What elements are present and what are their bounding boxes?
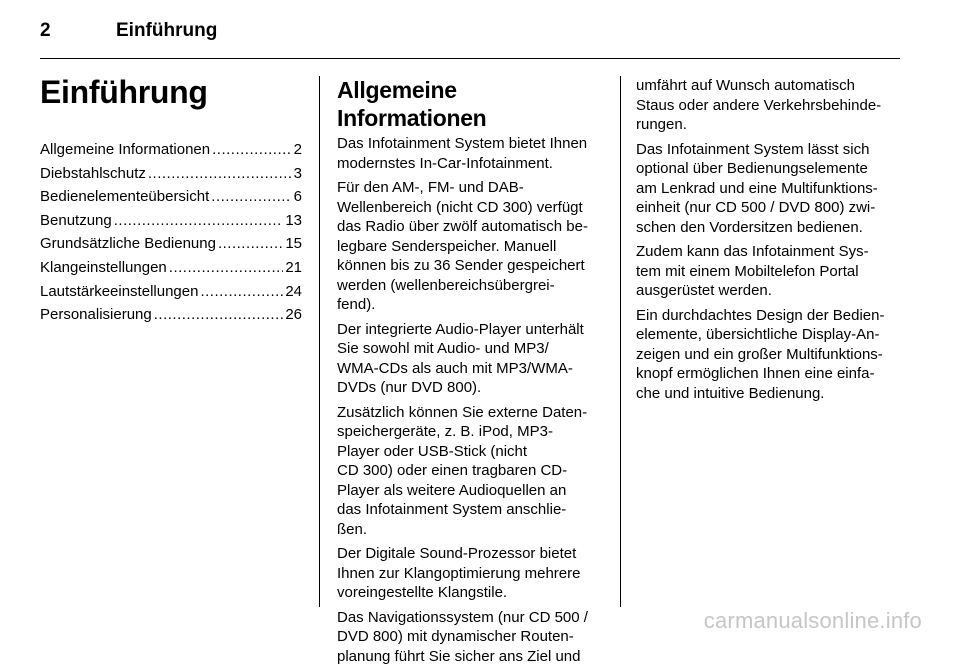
text-line: Das Navigationssystem (nur CD 500 / — [337, 608, 588, 626]
paragraph — [337, 320, 605, 398]
text-line: CD 300) oder einen tragbaren CD- — [337, 462, 568, 479]
toc-leader-dots — [148, 162, 292, 186]
text-line: umfährt auf Wunsch automatisch — [636, 77, 855, 94]
toc-entry-label: Grundsätzliche Bedienung — [40, 235, 216, 253]
text-line: Der integrierte Audio-Player unterhält — [337, 320, 584, 338]
text-line: Sie sowohl mit Audio- und MP3/ — [337, 340, 549, 357]
text-line: DVDs (nur DVD 800). — [337, 379, 482, 396]
toc-entry-page: 13 — [285, 211, 302, 229]
toc-entry-page: 2 — [293, 141, 302, 158]
header-section-title: Einführung — [116, 20, 218, 41]
toc-entry-label: Diebstahlschutz — [40, 164, 146, 182]
toc-entry-page: 21 — [285, 258, 302, 276]
toc-entry[interactable] — [40, 256, 302, 280]
paragraph — [337, 403, 605, 540]
text-line: Staus oder andere Verkehrsbehinde- — [636, 96, 882, 114]
column-3-body — [636, 76, 904, 403]
text-line: planung führt Sie sicher ans Ziel und — [337, 647, 581, 665]
toc-entry-label: Lautstärkeeinstellungen — [40, 282, 199, 300]
toc-entry[interactable] — [40, 280, 302, 304]
paragraph — [636, 76, 904, 135]
toc-entry-page: 3 — [293, 164, 302, 182]
toc-entry-page: 15 — [285, 235, 302, 253]
text-line: das Infotainment System anschlie- — [337, 501, 567, 518]
paragraph — [337, 544, 605, 603]
toc-entry-page: 24 — [285, 282, 302, 300]
header-rule — [40, 58, 900, 59]
text-line: tem mit einem Mobiltelefon Portal — [636, 262, 859, 280]
text-line: DVD 800) mit dynamischer Routen- — [337, 628, 574, 645]
text-line: ßen. — [337, 520, 368, 538]
text-line: fend). — [337, 296, 376, 313]
toc-leader-dots — [200, 280, 283, 304]
text-line: che und intuitive Bedienung. — [636, 384, 825, 402]
text-line: legbare Senderspeicher. Manuell — [337, 237, 557, 255]
toc-entry[interactable] — [40, 138, 302, 162]
text-line: Ihnen zur Klangoptimierung mehrere — [337, 564, 581, 582]
text-line: ausgerüstet werden. — [636, 282, 772, 299]
toc-leader-dots — [169, 256, 284, 280]
paragraph — [337, 178, 605, 315]
page-header — [40, 20, 900, 48]
column-divider-2 — [620, 76, 621, 607]
toc-entry-label: Bedienelementeübersicht — [40, 188, 210, 206]
column-2 — [337, 76, 605, 671]
text-line: Für den AM-, FM- und DAB- — [337, 179, 524, 196]
paragraph — [337, 134, 605, 173]
text-line: werden (wellenbereichsübergrei- — [337, 276, 555, 294]
toc-leader-dots — [212, 138, 292, 162]
toc-leader-dots — [114, 209, 284, 233]
toc-entry-label: Benutzung — [40, 211, 112, 229]
page-number: 2 — [40, 20, 51, 41]
toc-entry[interactable] — [40, 232, 302, 256]
text-line: Zudem kann das Infotainment Sys- — [636, 243, 869, 260]
text-line: optional über Bedienungselemente — [636, 160, 868, 177]
watermark-text: carmanualsonline.info — [703, 608, 922, 633]
text-line: am Lenkrad und eine Multifunktions- — [636, 179, 878, 197]
text-line: rungen. — [636, 116, 687, 133]
column-3 — [636, 76, 904, 408]
text-line: Ein durchdachtes Design der Bedien- — [636, 306, 885, 324]
text-line: WMA-CDs als auch mit MP3/WMA- — [337, 359, 573, 377]
paragraph — [636, 306, 904, 404]
text-line: können bis zu 36 Sender gespeichert — [337, 257, 585, 274]
toc-entry-label: Allgemeine Informationen — [40, 141, 211, 158]
section-title: Allgemeine Informationen — [337, 77, 487, 131]
column-2-body — [337, 134, 605, 666]
toc-leader-dots — [154, 303, 284, 327]
chapter-title: Einführung — [40, 74, 208, 110]
text-line: Das Infotainment System lässt sich — [636, 140, 870, 158]
toc-entry[interactable] — [40, 303, 302, 327]
toc-entry[interactable] — [40, 185, 302, 209]
text-line: Der Digitale Sound-Prozessor bietet — [337, 545, 577, 562]
table-of-contents — [40, 138, 302, 327]
text-line: Player oder USB-Stick (nicht — [337, 442, 528, 460]
toc-entry-page: 26 — [285, 306, 302, 324]
text-line: voreingestellte Klangstile. — [337, 584, 508, 601]
column-divider-1 — [319, 76, 320, 607]
text-line: das Radio über zwölf automatisch be- — [337, 218, 588, 235]
toc-entry-page: 6 — [293, 188, 302, 206]
text-line: zeigen und ein großer Multifunktions- — [636, 345, 883, 363]
toc-entry[interactable] — [40, 162, 302, 186]
text-line: elemente, übersichtliche Display-An- — [636, 326, 880, 343]
paragraph — [636, 140, 904, 238]
column-toc — [40, 72, 302, 327]
text-line: Zusätzlich können Sie externe Daten- — [337, 403, 588, 421]
toc-entry[interactable] — [40, 209, 302, 233]
toc-entry-label: Personalisierung — [40, 306, 152, 324]
text-line: modernstes In-Car-Infotainment. — [337, 154, 553, 172]
text-line: schen den Vordersitzen bedienen. — [636, 218, 863, 236]
toc-leader-dots — [211, 185, 291, 209]
text-line: knopf ermöglichen Ihnen eine einfa- — [636, 365, 875, 382]
toc-entry-label: Klangeinstellungen — [40, 258, 167, 276]
paragraph — [337, 608, 605, 667]
text-line: einheit (nur CD 500 / DVD 800) zwi- — [636, 199, 876, 216]
text-line: Player als weitere Audioquellen an — [337, 481, 567, 499]
text-line: Wellenbereich (nicht CD 300) verfügt — [337, 198, 583, 216]
text-line: speichergeräte, z. B. iPod, MP3- — [337, 423, 553, 440]
paragraph — [636, 242, 904, 301]
toc-leader-dots — [218, 232, 283, 256]
text-line: Das Infotainment System bietet Ihnen — [337, 135, 588, 152]
